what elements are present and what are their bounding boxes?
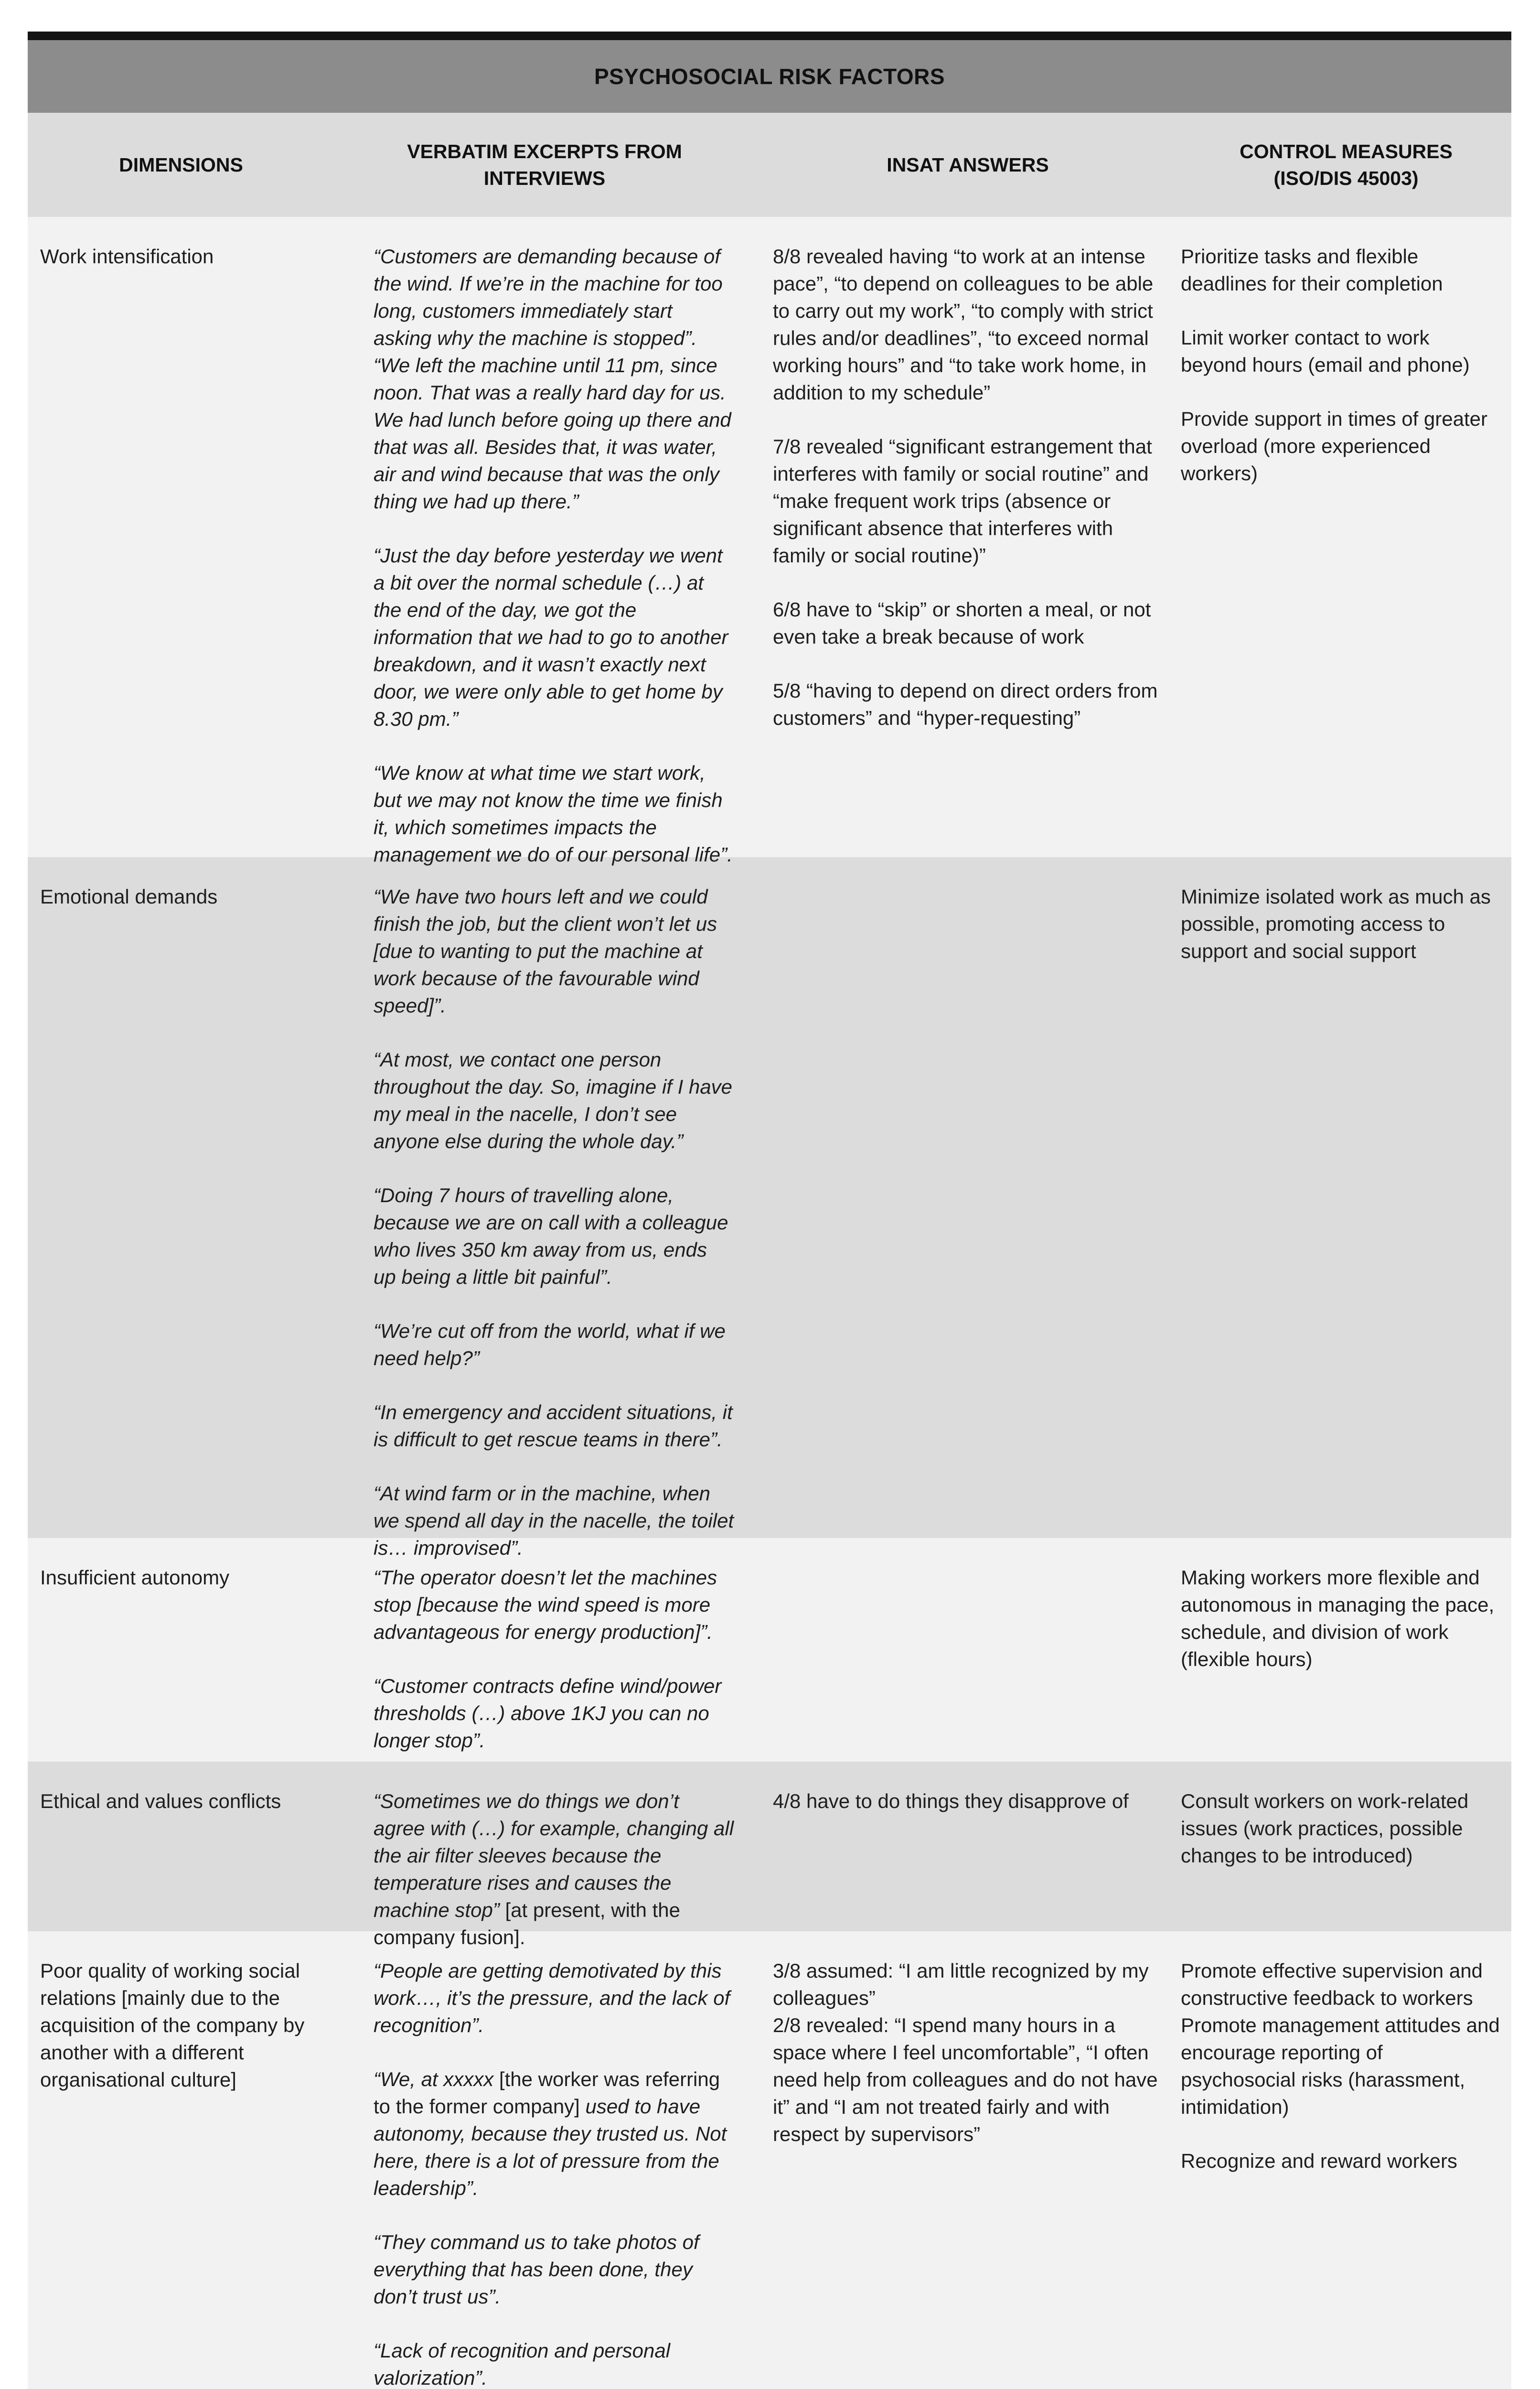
control-cell	[1181, 857, 1511, 1538]
excerpt: “At wind farm or in the machine, when we spend all day in the nacelle, the toilet is… improvised”.	[374, 1482, 734, 1559]
dimension-cell: Insufficient autonomy	[40, 1566, 230, 1589]
excerpt: “Customer contracts define wind/power thresholds (…) above 1KJ you can no longer stop”.	[374, 1675, 722, 1752]
table-row	[28, 857, 1511, 1559]
control-measure: Prioritize tasks and flexible deadlines for their completion	[1181, 245, 1443, 295]
excerpt: “We have two hours left and we could finish the job, but the client won’t let us [due to wanting to put the machine at work because of the favourable wind speed]”.	[374, 885, 717, 1017]
excerpt-quote: used to have autonomy, because they trusted us. Not here, there is a lot of pressure from the leadership”.	[374, 2095, 727, 2199]
control-cell	[1181, 1762, 1511, 1931]
insat-answer: 8/8 revealed having “to work at an intense pace”, “to depend on colleagues to be able to carry out my work”, “to comply with strict rules and/or deadlines”, “to exceed normal working hours” and “to take work home, in addition to my schedule”	[773, 245, 1154, 404]
table-row	[28, 1538, 1511, 1762]
control-cell	[1181, 217, 1511, 857]
excerpts-cell	[334, 857, 755, 1559]
insat-answer: 7/8 revealed “significant estrangement that interferes with family or social routine” and “make frequent work trips (absence or significant absence that interferes with family or social routine)”	[773, 435, 1152, 567]
excerpts-cell	[334, 1538, 755, 1762]
dimension-cell: Work intensification	[40, 245, 214, 268]
excerpt-quote: “We, at xxxxx	[374, 2068, 494, 2090]
control-cell	[1181, 1538, 1511, 1762]
insat-answer: 4/8 have to do things they disapprove of	[773, 1790, 1129, 1812]
insat-cell	[755, 217, 1181, 857]
control-cell	[1181, 1931, 1511, 2389]
excerpt: “Lack of recognition and personal valorization”.	[374, 2339, 671, 2389]
insat-answer: 6/8 have to “skip” or shorten a meal, or not even take a break because of work	[773, 598, 1151, 648]
excerpt: “We’re cut off from the world, what if we need help?”	[374, 1320, 726, 1369]
table-row	[28, 1762, 1511, 1948]
control-measure: Minimize isolated work as much as possible, promoting access to support and social support	[1181, 885, 1491, 962]
excerpt	[374, 1787, 735, 1951]
excerpt	[374, 2066, 735, 2202]
excerpt-note: [the worker was referring to the former company]	[374, 2068, 720, 2118]
header-dimensions: DIMENSIONS	[119, 154, 243, 176]
header-insat: INSAT ANSWERS	[887, 154, 1049, 176]
excerpts-cell	[334, 217, 755, 866]
insat-cell	[755, 1762, 1181, 1931]
excerpt: “They command us to take photos of everything that has been done, they don’t trust us”.	[374, 2231, 699, 2308]
dimension-cell: Emotional demands	[40, 885, 218, 908]
insat-cell	[755, 1538, 1181, 1762]
header-excerpts: VERBATIM EXCERPTS FROM INTERVIEWS	[407, 140, 682, 189]
table-row	[28, 217, 1511, 866]
header-control: CONTROL MEASURES (ISO/DIS 45003)	[1240, 140, 1453, 189]
excerpt: “In emergency and accident situations, it is difficult to get rescue teams in there”.	[374, 1401, 733, 1451]
excerpt-note: [at present, with the company fusion].	[374, 1899, 681, 1948]
header-row	[28, 113, 1511, 217]
excerpts-cell	[334, 1762, 755, 1948]
insat-cell	[755, 857, 1181, 1538]
dimension-cell: Poor quality of working social relations [mainly due to the acquisition of the company by another with a different organisational culture]	[40, 1959, 305, 2091]
insat-cell	[755, 1931, 1181, 2389]
control-measure: Limit worker contact to work beyond hours (email and phone)	[1181, 326, 1470, 376]
excerpt: “Doing 7 hours of travelling alone, because we are on call with a colleague who lives 350 km away from us, ends up being a little bit painful”.	[374, 1184, 728, 1288]
control-measure: Consult workers on work-related issues (work practices, possible changes to be introduced)	[1181, 1790, 1469, 1867]
insat-answer: 5/8 “having to depend on direct orders from customers” and “hyper-requesting”	[773, 679, 1158, 729]
excerpt: “The operator doesn’t let the machines stop [because the wind speed is more advantageous for energy production]”.	[374, 1566, 717, 1643]
control-measure: Provide support in times of greater overload (more experienced workers)	[1181, 408, 1487, 484]
excerpt: “People are getting demotivated by this work…, it’s the pressure, and the lack of recognition”.	[374, 1959, 730, 2036]
excerpt-quote: “Sometimes we do things we don’t agree with (…) for example, changing all the air filter sleeves because the temperature rises and causes the machine stop”	[374, 1790, 734, 1921]
excerpts-cell	[334, 1931, 755, 2389]
insat-answer: 3/8 assumed: “I am little recognized by my colleagues” 2/8 revealed: “I spend many hours in a space where I feel uncomfortable”, “I often need help from colleagues and do not have it” and “I am not treated fairly and with respect by supervisors”	[773, 1959, 1158, 2145]
control-measure: Promote effective supervision and constructive feedback to workers Promote management attitudes and encourage reporting of psychosocial risks (harassment, intimidation)	[1181, 1959, 1500, 2118]
top-rule	[28, 32, 1511, 40]
table-row	[28, 1931, 1511, 2389]
control-measure: Recognize and reward workers	[1181, 2150, 1457, 2172]
excerpt: “Customers are demanding because of the wind. If we’re in the machine for too long, customers immediately start asking why the machine is stopped”. “We left the machine until 11 pm, since noon. That was a really hard day for us. We had lunch before going up there and that was all. Besides that, it was water, air and wind because that was the only thing we had up there.”	[374, 245, 731, 513]
dimension-cell: Ethical and values conflicts	[40, 1790, 281, 1812]
excerpt: “We know at what time we start work, but we may not know the time we finish it, which sometimes impacts the management we do of our personal life”.	[374, 762, 733, 866]
table-title: PSYCHOSOCIAL RISK FACTORS	[28, 40, 1511, 113]
control-measure: Making workers more flexible and autonomous in managing the pace, schedule, and division of work (flexible hours)	[1181, 1566, 1495, 1670]
excerpt: “Just the day before yesterday we went a bit over the normal schedule (…) at the end of the day, we got the information that we had to go to another breakdown, and it wasn’t exactly next door, we were only able to get home by 8.30 pm.”	[374, 544, 728, 730]
risk-factors-table	[28, 32, 1511, 2389]
excerpt: “At most, we contact one person throughout the day. So, imagine if I have my meal in the nacelle, I don’t see anyone else during the whole day.”	[374, 1048, 733, 1152]
